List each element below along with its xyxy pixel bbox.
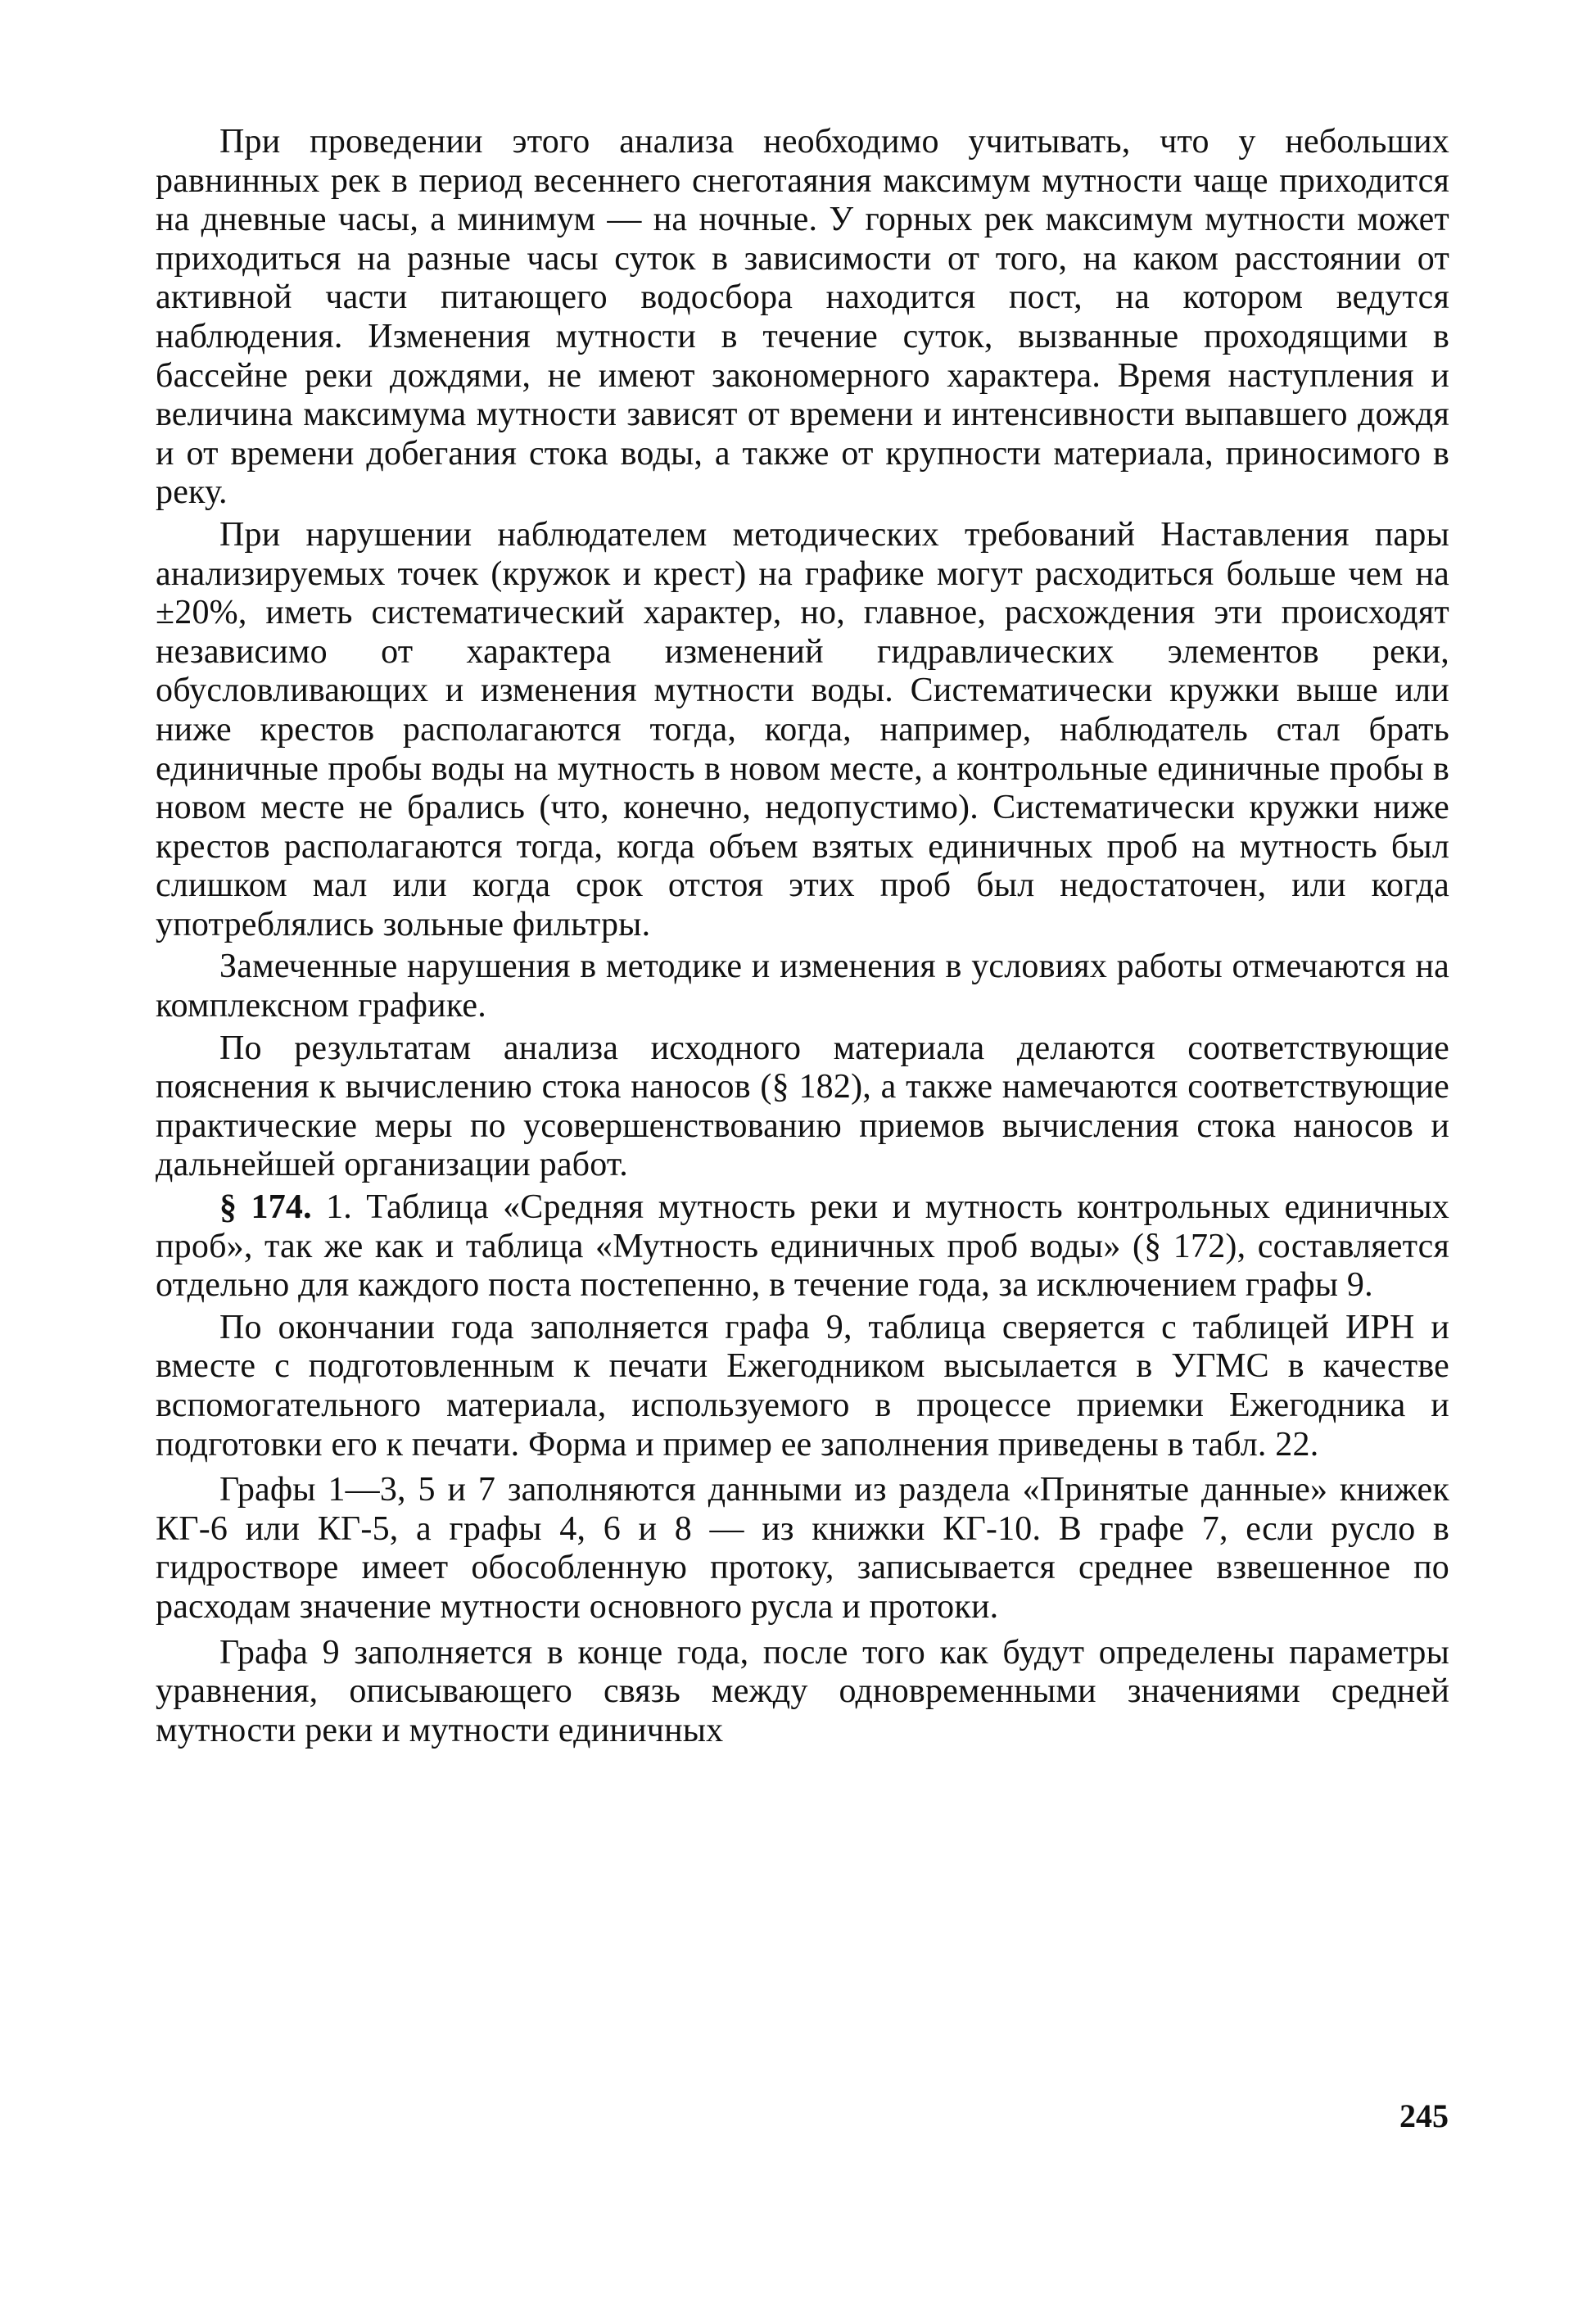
paragraph-turbidity-analysis: При проведении этого анализа необходимо учитывать, что у небольших равнинных рек в период весеннего снеготаяния максимум мутности чаще приходится на дневные часы, а минимум — на ночные. У горных рек максимум мутности может приходиться на разные часы суток в зависимости от того, на каком расстоянии от активной части питающего водосбора находится пост, на котором ведутся наблюдения. Изменения мутности в течение суток, вызванные проходящими в бассейне реки дождями, не имеют закономерного характера. Время наступления и величина максимума мутности зависят от времени и интенсивности выпавшего дождя и от времени добегания стока воды, а также от крупности материала, приносимого в реку.: [156, 123, 1449, 512]
page-number: 245: [1399, 2097, 1449, 2134]
section-174-text: 1. Таблица «Средняя мутность реки и мутность контрольных единичных проб», так же как и таблица «Мутность единичных проб воды» (§ 172), составляется отдельно для каждого поста постепенно, в течение года, за исключением графы 9.: [156, 1188, 1450, 1305]
paragraph-end-of-year: По окончании года заполняется графа 9, таблица сверяется с таблицей ИРН и вместе с подготовленным к печати Ежегодником высылается в УГМС в качестве вспомогательного материала, используемого в процессе приемки Ежегодника и подготовки его к печати. Форма и пример ее заполнения приведены в табл. 22.: [156, 1308, 1449, 1464]
paragraph-section-174: [156, 1188, 1449, 1305]
paragraph-noted-violations: Замеченные нарушения в методике и изменения в условиях работы отмечаются на комплексном графике.: [156, 948, 1449, 1025]
section-label: § 174.: [219, 1188, 312, 1227]
paragraph-column-9: Графа 9 заполняется в конце года, после того как будут определены параметры уравнения, описывающего связь между одновременными значениями средней мутности реки и мутности единичных: [156, 1633, 1449, 1749]
paragraph-analysis-results: По результатам анализа исходного материала делаются соответствующие пояснения к вычислению стока наносов (§ 182), а также намечаются соответствующие практические меры по усовершенствованию приемов вычисления стока наносов и дальнейшей организации работ.: [156, 1029, 1449, 1184]
body-text: [156, 123, 1449, 1750]
paragraph-observer-violations: При нарушении наблюдателем методических требований Наставления пары анализируемых точек (кружок и крест) на графике могут расходиться больше чем на ±20%, иметь систематический характер, но, главное, расхождения эти происходят независимо от характера изменений гидравлических элементов реки, обусловливающих и изменения мутности воды. Систематически кружки выше или ниже крестов располагаются тогда, когда, например, наблюдатель стал брать единичные пробы воды на мутность в новом месте, а контрольные единичные пробы в новом месте не брались (что, конечно, недопустимо). Систематически кружки ниже крестов располагаются тогда, когда объем взятых единичных проб на мутность был слишком мал или когда срок отстоя этих проб был недостаточен, или когда употреблялись зольные фильтры.: [156, 515, 1449, 943]
paragraph-columns-fill: Графы 1—3, 5 и 7 заполняются данными из раздела «Принятые данные» книжек КГ-6 или КГ-5, а графы 4, 6 и 8 — из книжки КГ-10. В графе 7, если русло в гидростворе имеет обособленную протоку, записывается среднее взвешенное по расходам значение мутности основного русла и протоки.: [156, 1471, 1449, 1626]
